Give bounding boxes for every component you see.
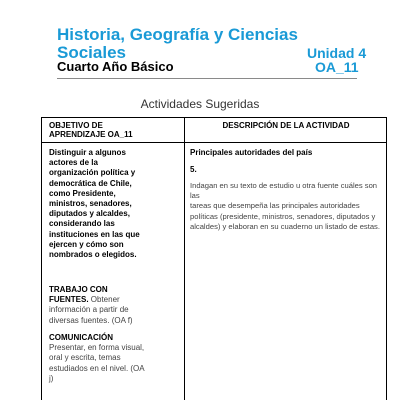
activity-text-line: políticas (presidente, ministros, senadores, diputados y <box>190 211 376 221</box>
activity-text-line: alcaldes) y elaboran en su cuaderno un listado de estas. <box>190 221 380 231</box>
skill2-text-line: Presentar, en forma visual, <box>49 343 145 353</box>
header-divider <box>57 78 357 79</box>
skill-trabajo-fuentes <box>49 285 181 326</box>
skill1-text-line: diversas fuentes. (OA f) <box>49 315 133 325</box>
objective-line: instituciones en las que <box>49 229 140 239</box>
table-header-divider <box>42 142 386 143</box>
code-label: OA_11 <box>315 59 359 75</box>
skill1-text-inline: Obtener <box>88 295 120 305</box>
skill2-text-line: oral y escrita, temas <box>49 353 121 363</box>
unit-label: Unidad 4 <box>307 45 367 61</box>
title-line-2: Sociales <box>57 43 126 62</box>
activity-description <box>190 181 386 232</box>
objective-line: considerando las <box>49 219 115 229</box>
skill1-title-line-1: TRABAJO CON <box>49 285 108 294</box>
skill1-text-line: información a partir de <box>49 305 129 315</box>
skill1-line <box>49 295 181 305</box>
skill-comunicacion <box>49 333 181 384</box>
section-title: Actividades Sugeridas <box>140 97 260 111</box>
grade-label: Cuarto Año Básico <box>57 59 174 74</box>
objective-line: democrática de Chile, <box>49 178 132 188</box>
skill2-text-line: j) <box>49 373 54 383</box>
objective-line: organización política y <box>49 168 136 178</box>
objective-text <box>49 148 181 260</box>
objective-line: nombrados o elegidos. <box>49 250 137 260</box>
objective-line: como Presidente, <box>49 188 116 198</box>
skill2-text-line: estudiados en el nivel. (OA <box>49 363 145 373</box>
skill2-title: COMUNICACIÓN <box>49 333 113 342</box>
activities-table <box>41 117 387 400</box>
objective-line: ejercen y cómo son <box>49 239 124 249</box>
col1-header-line-2: APRENDIZAJE OA_11 <box>49 130 133 139</box>
activity-title: Principales autoridades del país <box>190 148 313 157</box>
objective-line: diputados y alcaldes, <box>49 209 130 219</box>
objective-line: actores de la <box>49 158 98 168</box>
col2-header: DESCRIPCIÓN DE LA ACTIVIDAD <box>222 121 350 130</box>
col1-header-line-1: OBJETIVO DE <box>49 121 103 130</box>
activity-text-line: Indagan en su texto de estudio u otra fuente cuáles son las <box>190 181 378 201</box>
objective-line: Distinguir a algunos <box>49 148 126 157</box>
title-line-1: Historia, Geografía y Ciencias <box>57 25 298 44</box>
activity-number: 5. <box>190 165 197 174</box>
activity-text-line: tareas que desempeña las principales autoridades <box>190 201 360 211</box>
objective-line: ministros, senadores, <box>49 199 132 209</box>
skill1-title-line-2: FUENTES. <box>49 295 89 305</box>
table-column-divider <box>184 118 185 400</box>
